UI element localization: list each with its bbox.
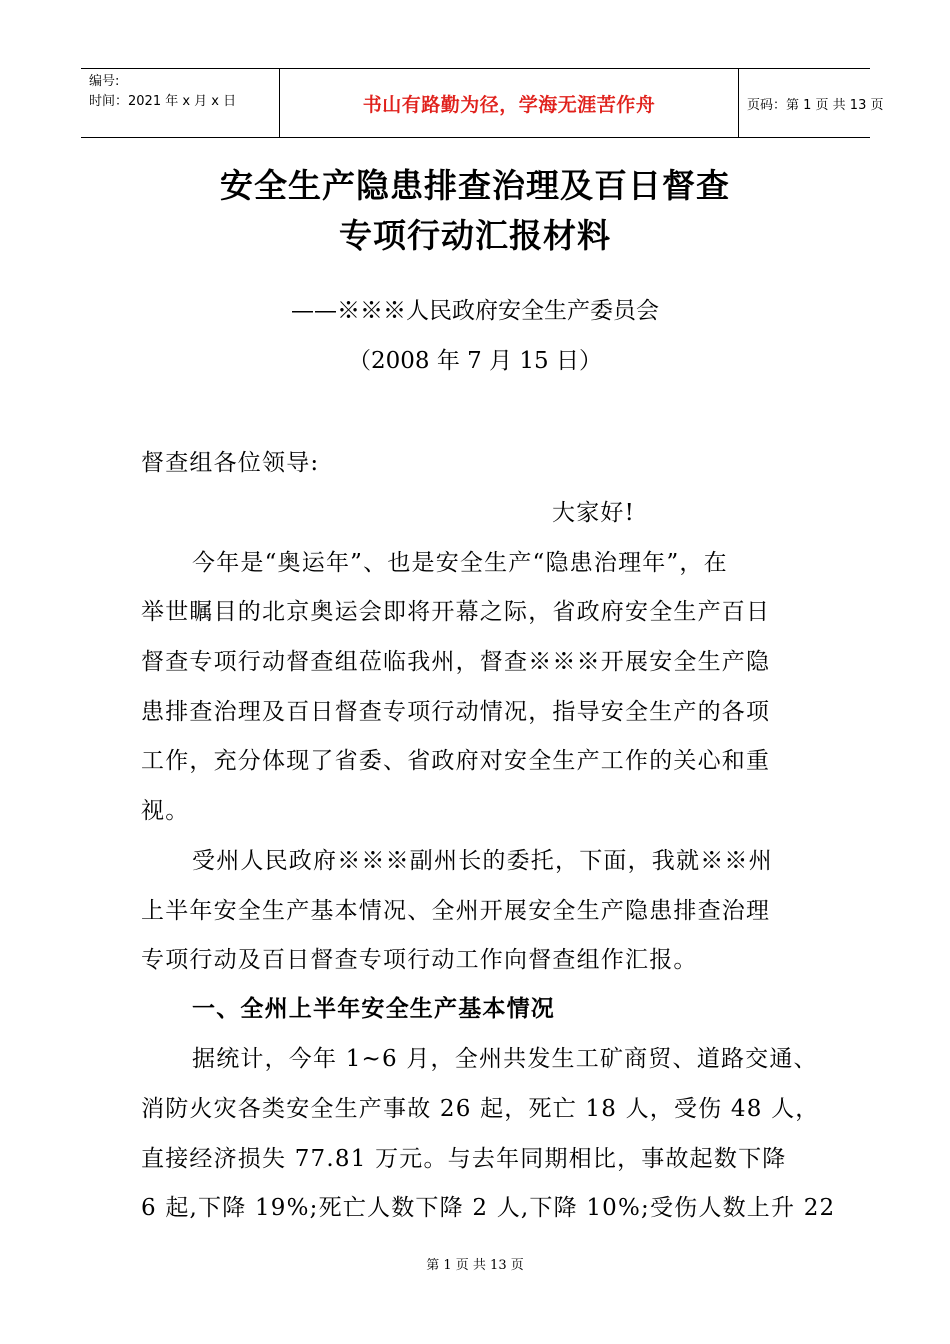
paragraph-line: 上半年安全生产基本情况、全州开展安全生产隐患排查治理 xyxy=(141,898,771,924)
section-heading: 一、全州上半年安全生产基本情况 xyxy=(192,996,555,1022)
document-date: （2008 年 7 月 15 日） xyxy=(348,348,602,374)
paragraph-line: 消防火灾各类安全生产事故 26 起，死亡 18 人，受伤 48 人， xyxy=(141,1096,820,1122)
paragraph-line: 视。 xyxy=(141,798,190,824)
greeting: 大家好! xyxy=(552,500,636,526)
header-page-info: 页码：第 1 页 共 13 页 xyxy=(747,97,884,113)
document-number-label: 编号: xyxy=(89,74,120,89)
paragraph-line: 专项行动及百日督查专项行动工作向督查组作汇报。 xyxy=(141,947,698,973)
document-time-label: 时间：2021 年 x 月 x 日 xyxy=(89,94,237,109)
document-title-line-2: 专项行动汇报材料 xyxy=(339,216,611,255)
page-footer: 第 1 页 共 13 页 xyxy=(426,1258,524,1273)
paragraph-line: 受州人民政府※※※副州长的委托，下面，我就※※州 xyxy=(192,848,773,874)
header-motto: 书山有路勤为径，学海无涯苦作舟 xyxy=(280,69,739,137)
paragraph-line: 工作，充分体现了省委、省政府对安全生产工作的关心和重 xyxy=(141,748,771,774)
salutation: 督查组各位领导: xyxy=(141,450,320,476)
paragraph-line: 直接经济损失 77.81 万元。与去年同期相比，事故起数下降 xyxy=(141,1146,787,1172)
paragraph-line: 患排查治理及百日督查专项行动情况，指导安全生产的各项 xyxy=(141,699,771,725)
document-issuer: ——※※※人民政府安全生产委员会 xyxy=(291,298,659,324)
paragraph-line: 举世瞩目的北京奥运会即将开幕之际，省政府安全生产百日 xyxy=(141,599,771,625)
paragraph-line: 6 起,下降 19%;死亡人数下降 2 人,下降 10%;受伤人数上升 22 xyxy=(141,1195,836,1221)
paragraph-line: 督查专项行动督查组莅临我州，督查※※※开展安全生产隐 xyxy=(141,649,771,675)
paragraph-line: 今年是“奥运年”、也是安全生产“隐患治理年”，在 xyxy=(192,550,728,576)
header-meta xyxy=(81,69,280,137)
document-title-line-1: 安全生产隐患排查治理及百日督查 xyxy=(220,166,730,205)
document-header xyxy=(81,68,884,138)
paragraph-line: 据统计，今年 1~6 月，全州共发生工矿商贸、道路交通、 xyxy=(192,1046,818,1072)
